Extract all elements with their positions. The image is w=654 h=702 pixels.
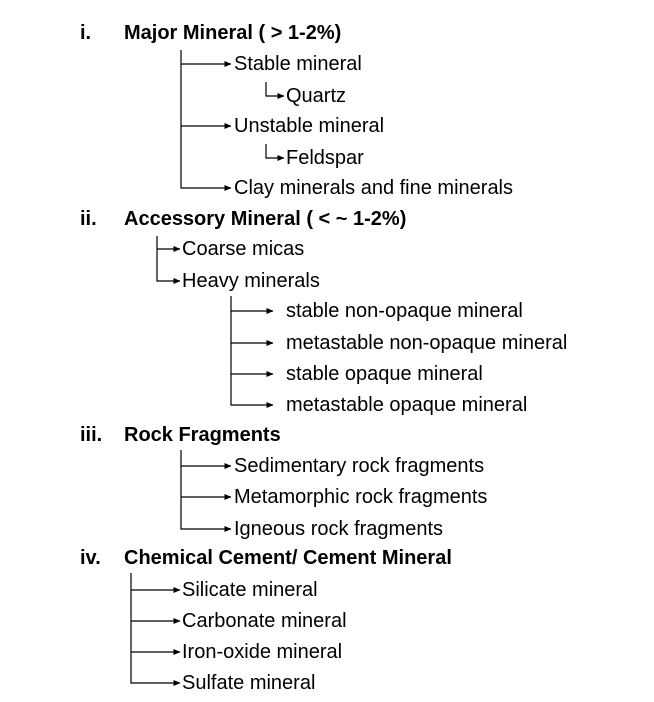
section-numeral: iii. (80, 424, 103, 446)
section-numeral: ii. (80, 208, 97, 230)
item-carbonate-mineral: Carbonate mineral (182, 610, 347, 632)
subitem-stable-non-opaque: stable non-opaque mineral (286, 300, 523, 322)
subitem-stable-opaque: stable opaque mineral (286, 363, 483, 385)
section-title-accessory-mineral: Accessory Mineral ( < ~ 1-2%) (124, 208, 407, 230)
item-unstable-mineral: Unstable mineral (234, 115, 385, 137)
connector-arrow (181, 50, 231, 64)
connector-arrow (181, 466, 231, 497)
section-title-major-mineral: Major Mineral ( > 1-2%) (124, 22, 342, 44)
connector-arrow (157, 236, 180, 249)
section-numeral: i. (80, 22, 92, 44)
connector-arrow (266, 144, 284, 158)
subitem-quartz: Quartz (286, 85, 347, 107)
item-iron-oxide-mineral: Iron-oxide mineral (182, 641, 343, 663)
item-sulfate-mineral: Sulfate mineral (182, 672, 316, 694)
connector-arrow (181, 450, 231, 466)
section-title-chemical-cement: Chemical Cement/ Cement Mineral (124, 547, 452, 569)
connector-arrow (231, 311, 273, 343)
section-title-rock-fragments: Rock Fragments (124, 424, 281, 446)
connector-arrow (131, 590, 180, 621)
item-sedimentary-fragments: Sedimentary rock fragments (234, 455, 485, 477)
item-heavy-minerals: Heavy minerals (182, 270, 320, 292)
item-stable-mineral: Stable mineral (234, 53, 362, 75)
subitem-feldspar: Feldspar (286, 147, 364, 169)
connector-arrow (231, 374, 273, 405)
subitem-metastable-non-opaque: metastable non-opaque mineral (286, 332, 568, 354)
section-numeral: iv. (80, 547, 101, 569)
connector-arrow (157, 249, 180, 281)
subitem-metastable-opaque: metastable opaque mineral (286, 394, 528, 416)
item-silicate-mineral: Silicate mineral (182, 579, 318, 601)
item-metamorphic-fragments: Metamorphic rock fragments (234, 486, 488, 508)
item-igneous-fragments: Igneous rock fragments (234, 518, 443, 540)
connector-arrow (131, 573, 180, 590)
item-clay-minerals: Clay minerals and fine minerals (234, 177, 514, 199)
connector-arrow (181, 126, 231, 188)
connector-arrow (266, 82, 284, 96)
connector-arrow (131, 621, 180, 652)
connector-arrow (231, 343, 273, 374)
item-coarse-micas: Coarse micas (182, 238, 305, 260)
connector-arrow (181, 497, 231, 529)
connector-arrow (131, 652, 180, 683)
connector-arrow (181, 64, 231, 126)
connector-arrow (231, 296, 273, 311)
